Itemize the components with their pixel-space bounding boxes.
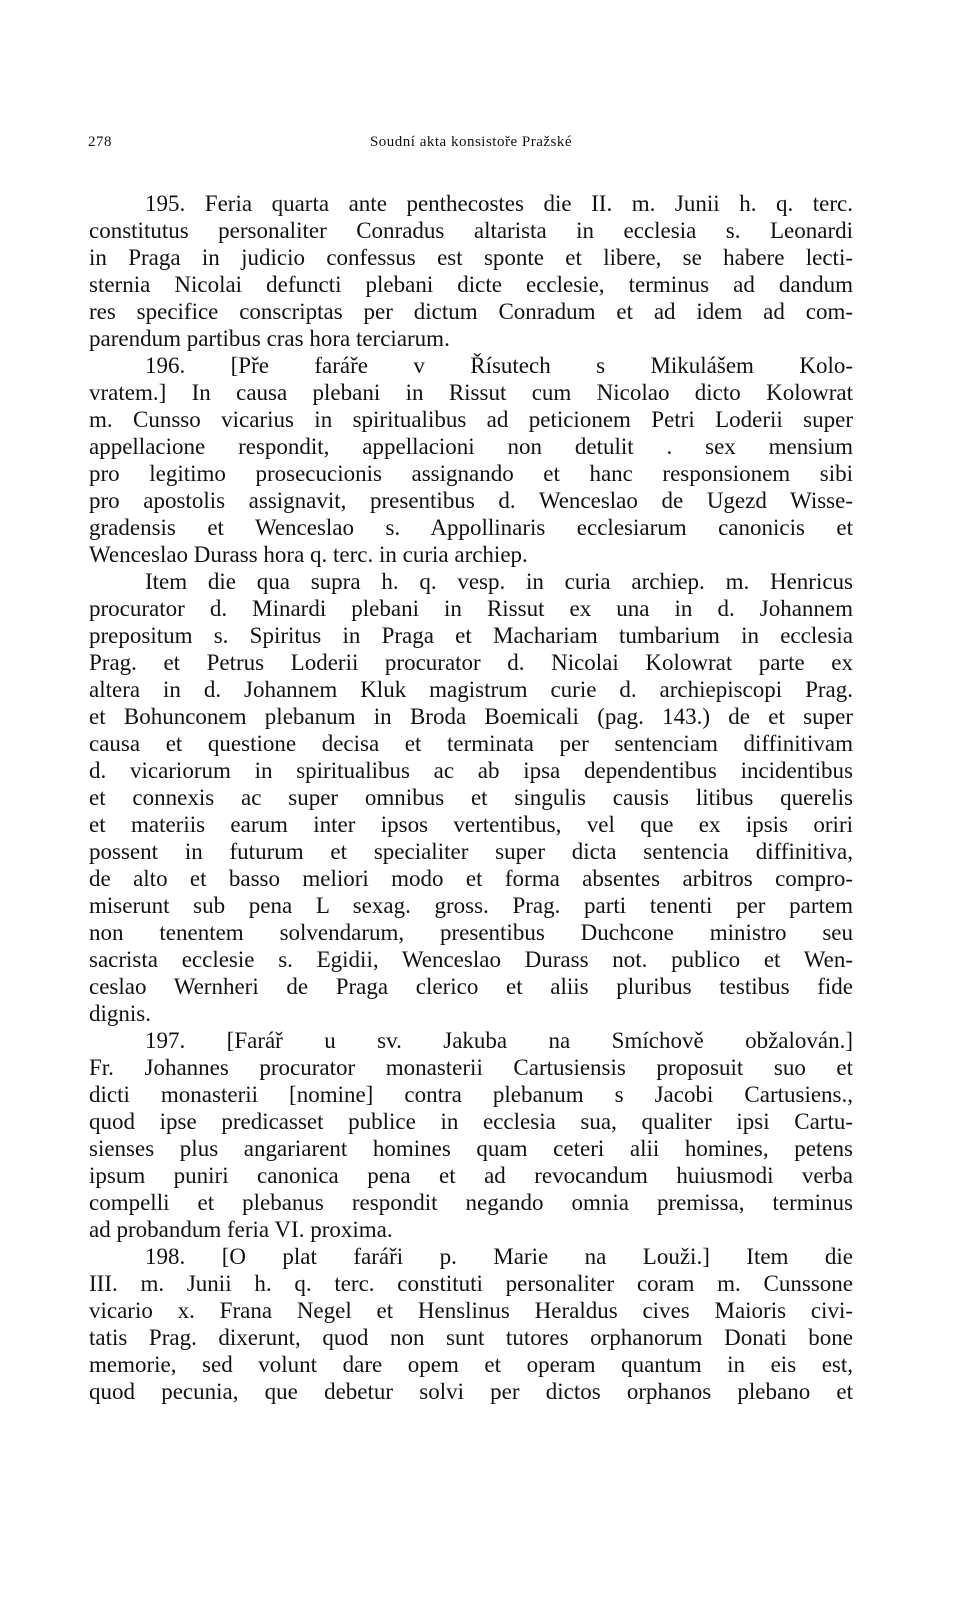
entry-195-heading: 195. Feria quarta ante penthecostes die II. m. Junii h. q. terc.: [145, 191, 853, 216]
text-line: sternia Nicolai defuncti plebani dicte ecclesie, terminus ad dandum: [89, 272, 853, 297]
text-line: gradensis et Wenceslao s. Appollinaris ecclesiarum canonicis et: [89, 515, 853, 540]
text-line: ceslao Wernheri de Praga clerico et aliis pluribus testibus fide: [89, 974, 853, 999]
text-line: Fr. Johannes procurator monasterii Cartusiensis proposuit suo et: [89, 1055, 853, 1080]
entry-196-heading: 196. [Pře faráře v Řísutech s Mikulášem Kolo-: [145, 353, 853, 378]
text-line: possent in futurum et specialiter super dicta sentencia diffinitiva,: [89, 839, 853, 864]
text-line: et materiis earum inter ipsos vertentibus, vel que ex ipsis oriri: [89, 812, 853, 837]
text-line: ipsum puniri canonica pena et ad revocandum huiusmodi verba: [89, 1163, 853, 1188]
running-head: [88, 134, 854, 154]
text-line: sienses plus angariarent homines quam ceteri alii homines, petens: [89, 1136, 853, 1161]
text-line: Item die qua supra h. q. vesp. in curia archiep. m. Henricus: [145, 569, 853, 594]
text-line: vicario x. Frana Negel et Henslinus Heraldus cives Maioris civi-: [89, 1298, 853, 1323]
text-line: appellacione respondit, appellacioni non detulit . sex mensium: [89, 434, 853, 459]
text-line: d. vicariorum in spiritualibus ac ab ipsa dependentibus incidentibus: [89, 758, 853, 783]
entry-198-heading: 198. [O plat faráři p. Marie na Louži.] Item die: [145, 1244, 853, 1269]
text-line: sacrista ecclesie s. Egidii, Wenceslao Durass not. publico et Wen-: [89, 947, 853, 972]
text-line: et Bohunconem plebanum in Broda Boemicali (pag. 143.) de et super: [89, 704, 853, 729]
text-line: constitutus personaliter Conradus altarista in ecclesia s. Leonardi: [89, 218, 853, 243]
document-body: [89, 190, 853, 1405]
text-line: dignis.: [89, 1001, 151, 1026]
text-line: causa et questione decisa et terminata per sentenciam diffinitivam: [89, 731, 853, 756]
text-line: ad probandum feria VI. proxima.: [89, 1217, 393, 1242]
text-line: non tenentem solvendarum, presentibus Duchcone ministro seu: [89, 920, 853, 945]
text-line: quod pecunia, que debetur solvi per dictos orphanos plebano et: [89, 1379, 853, 1404]
text-line: vratem.] In causa plebani in Rissut cum Nicolao dicto Kolowrat: [89, 380, 853, 405]
text-line: m. Cunsso vicarius in spiritualibus ad peticionem Petri Loderii super: [89, 407, 853, 432]
text-line: III. m. Junii h. q. terc. constituti personaliter coram m. Cunssone: [89, 1271, 853, 1296]
text-line: de alto et basso meliori modo et forma absentes arbitros compro-: [89, 866, 853, 891]
text-line: compelli et plebanus respondit negando omnia premissa, terminus: [89, 1190, 853, 1215]
text-line: altera in d. Johannem Kluk magistrum curie d. archiepiscopi Prag.: [89, 677, 853, 702]
text-line: parendum partibus cras hora terciarum.: [89, 326, 450, 351]
text-line: res specifice conscriptas per dictum Conradum et ad idem ad com-: [89, 299, 853, 324]
entry-197-heading: 197. [Farář u sv. Jakuba na Smíchově obžalován.]: [145, 1028, 853, 1053]
page-number: 278: [88, 134, 112, 150]
text-line: Wenceslao Durass hora q. terc. in curia archiep.: [89, 542, 528, 567]
text-line: quod ipse predicasset publice in ecclesia sua, qualiter ipsi Cartu-: [89, 1109, 853, 1134]
running-title: Soudní akta konsistoře Pražské: [369, 134, 573, 150]
text-line: prepositum s. Spiritus in Praga et Machariam tumbarium in ecclesia: [89, 623, 853, 648]
text-line: Prag. et Petrus Loderii procurator d. Nicolai Kolowrat parte ex: [89, 650, 853, 675]
text-line: memorie, sed volunt dare opem et operam quantum in eis est,: [89, 1352, 853, 1377]
text-line: miserunt sub pena L sexag. gross. Prag. parti tenenti per partem: [89, 893, 853, 918]
text-line: dicti monasterii [nomine] contra plebanum s Jacobi Cartusiens.,: [89, 1082, 853, 1107]
text-line: procurator d. Minardi plebani in Rissut ex una in d. Johannem: [89, 596, 853, 621]
text-line: tatis Prag. dixerunt, quod non sunt tutores orphanorum Donati bone: [89, 1325, 853, 1350]
text-line: pro legitimo prosecucionis assignando et hanc responsionem sibi: [89, 461, 853, 486]
text-line: in Praga in judicio confessus est sponte et libere, se habere lecti-: [89, 245, 853, 270]
text-line: pro apostolis assignavit, presentibus d. Wenceslao de Ugezd Wisse-: [89, 488, 853, 513]
text-line: et connexis ac super omnibus et singulis causis litibus querelis: [89, 785, 853, 810]
